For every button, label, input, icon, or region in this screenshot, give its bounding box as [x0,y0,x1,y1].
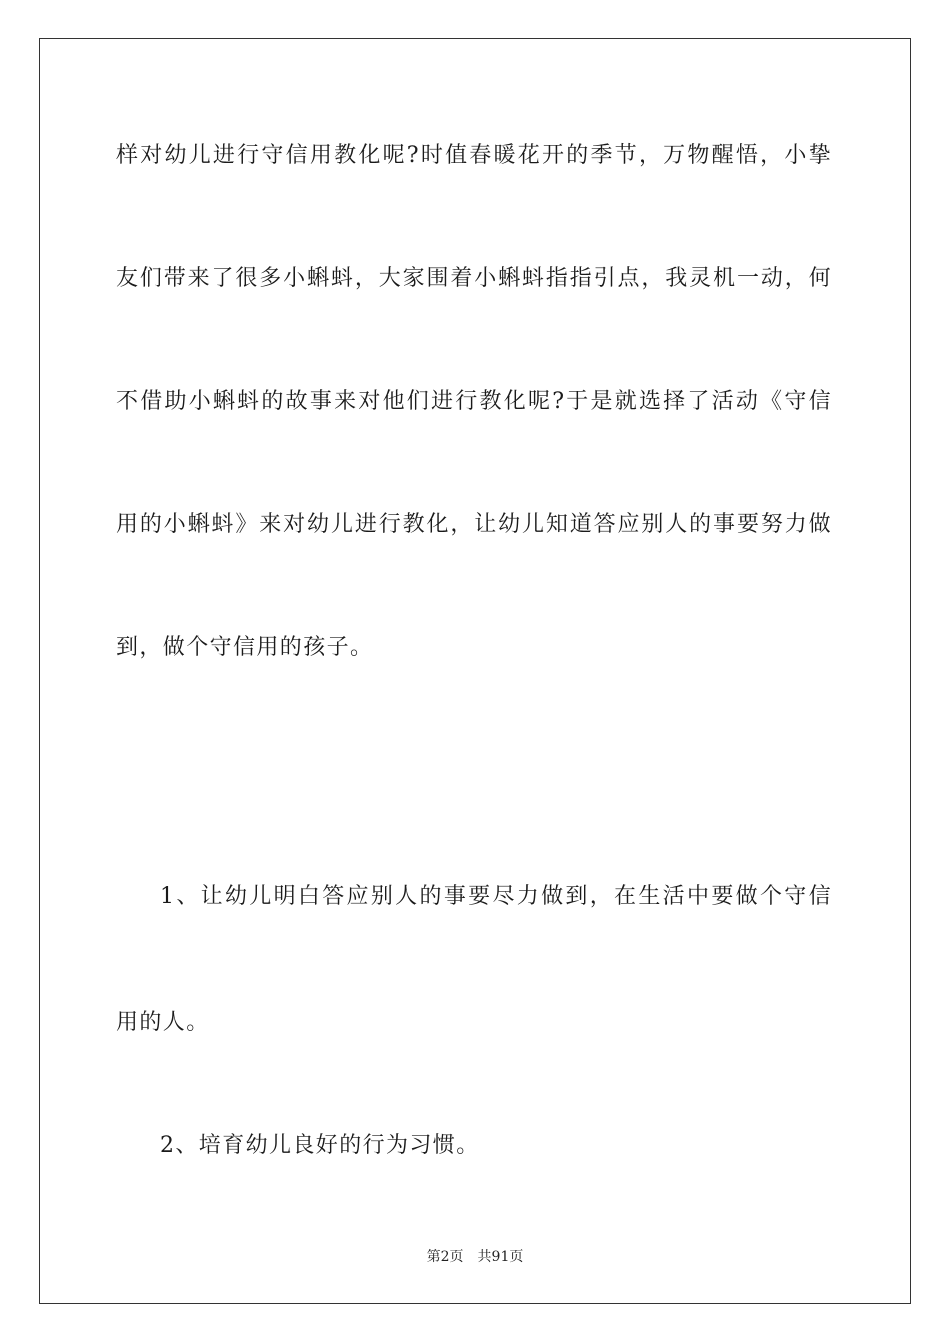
paragraph-line-1: 样对幼儿进行守信用教化呢?时值春暖花开的季节，万物醒悟，小挚 [116,143,832,168]
goal-1-line-1: 1、让幼儿明白答应别人的事要尽力做到，在生活中要做个守信 [160,884,832,909]
page-footer [0,1247,950,1267]
paragraph-line-3: 不借助小蝌蚪的故事来对他们进行教化呢?于是就选择了活动《守信 [116,389,832,414]
paragraph-line-5: 到，做个守信用的孩子。 [116,635,374,660]
page-border [39,38,911,1304]
paragraph-line-2: 友们带来了很多小蝌蚪，大家围着小蝌蚪指指引点，我灵机一动，何 [116,266,832,291]
page-total: 共91页 [477,1249,524,1265]
goal-2-line: 2、培育幼儿良好的行为习惯。 [160,1133,480,1158]
paragraph-line-4: 用的小蝌蚪》来对幼儿进行教化，让幼儿知道答应别人的事要努力做 [116,512,832,537]
page-number: 第2页 [426,1249,464,1265]
goal-1-line-2: 用的人。 [116,1010,210,1035]
